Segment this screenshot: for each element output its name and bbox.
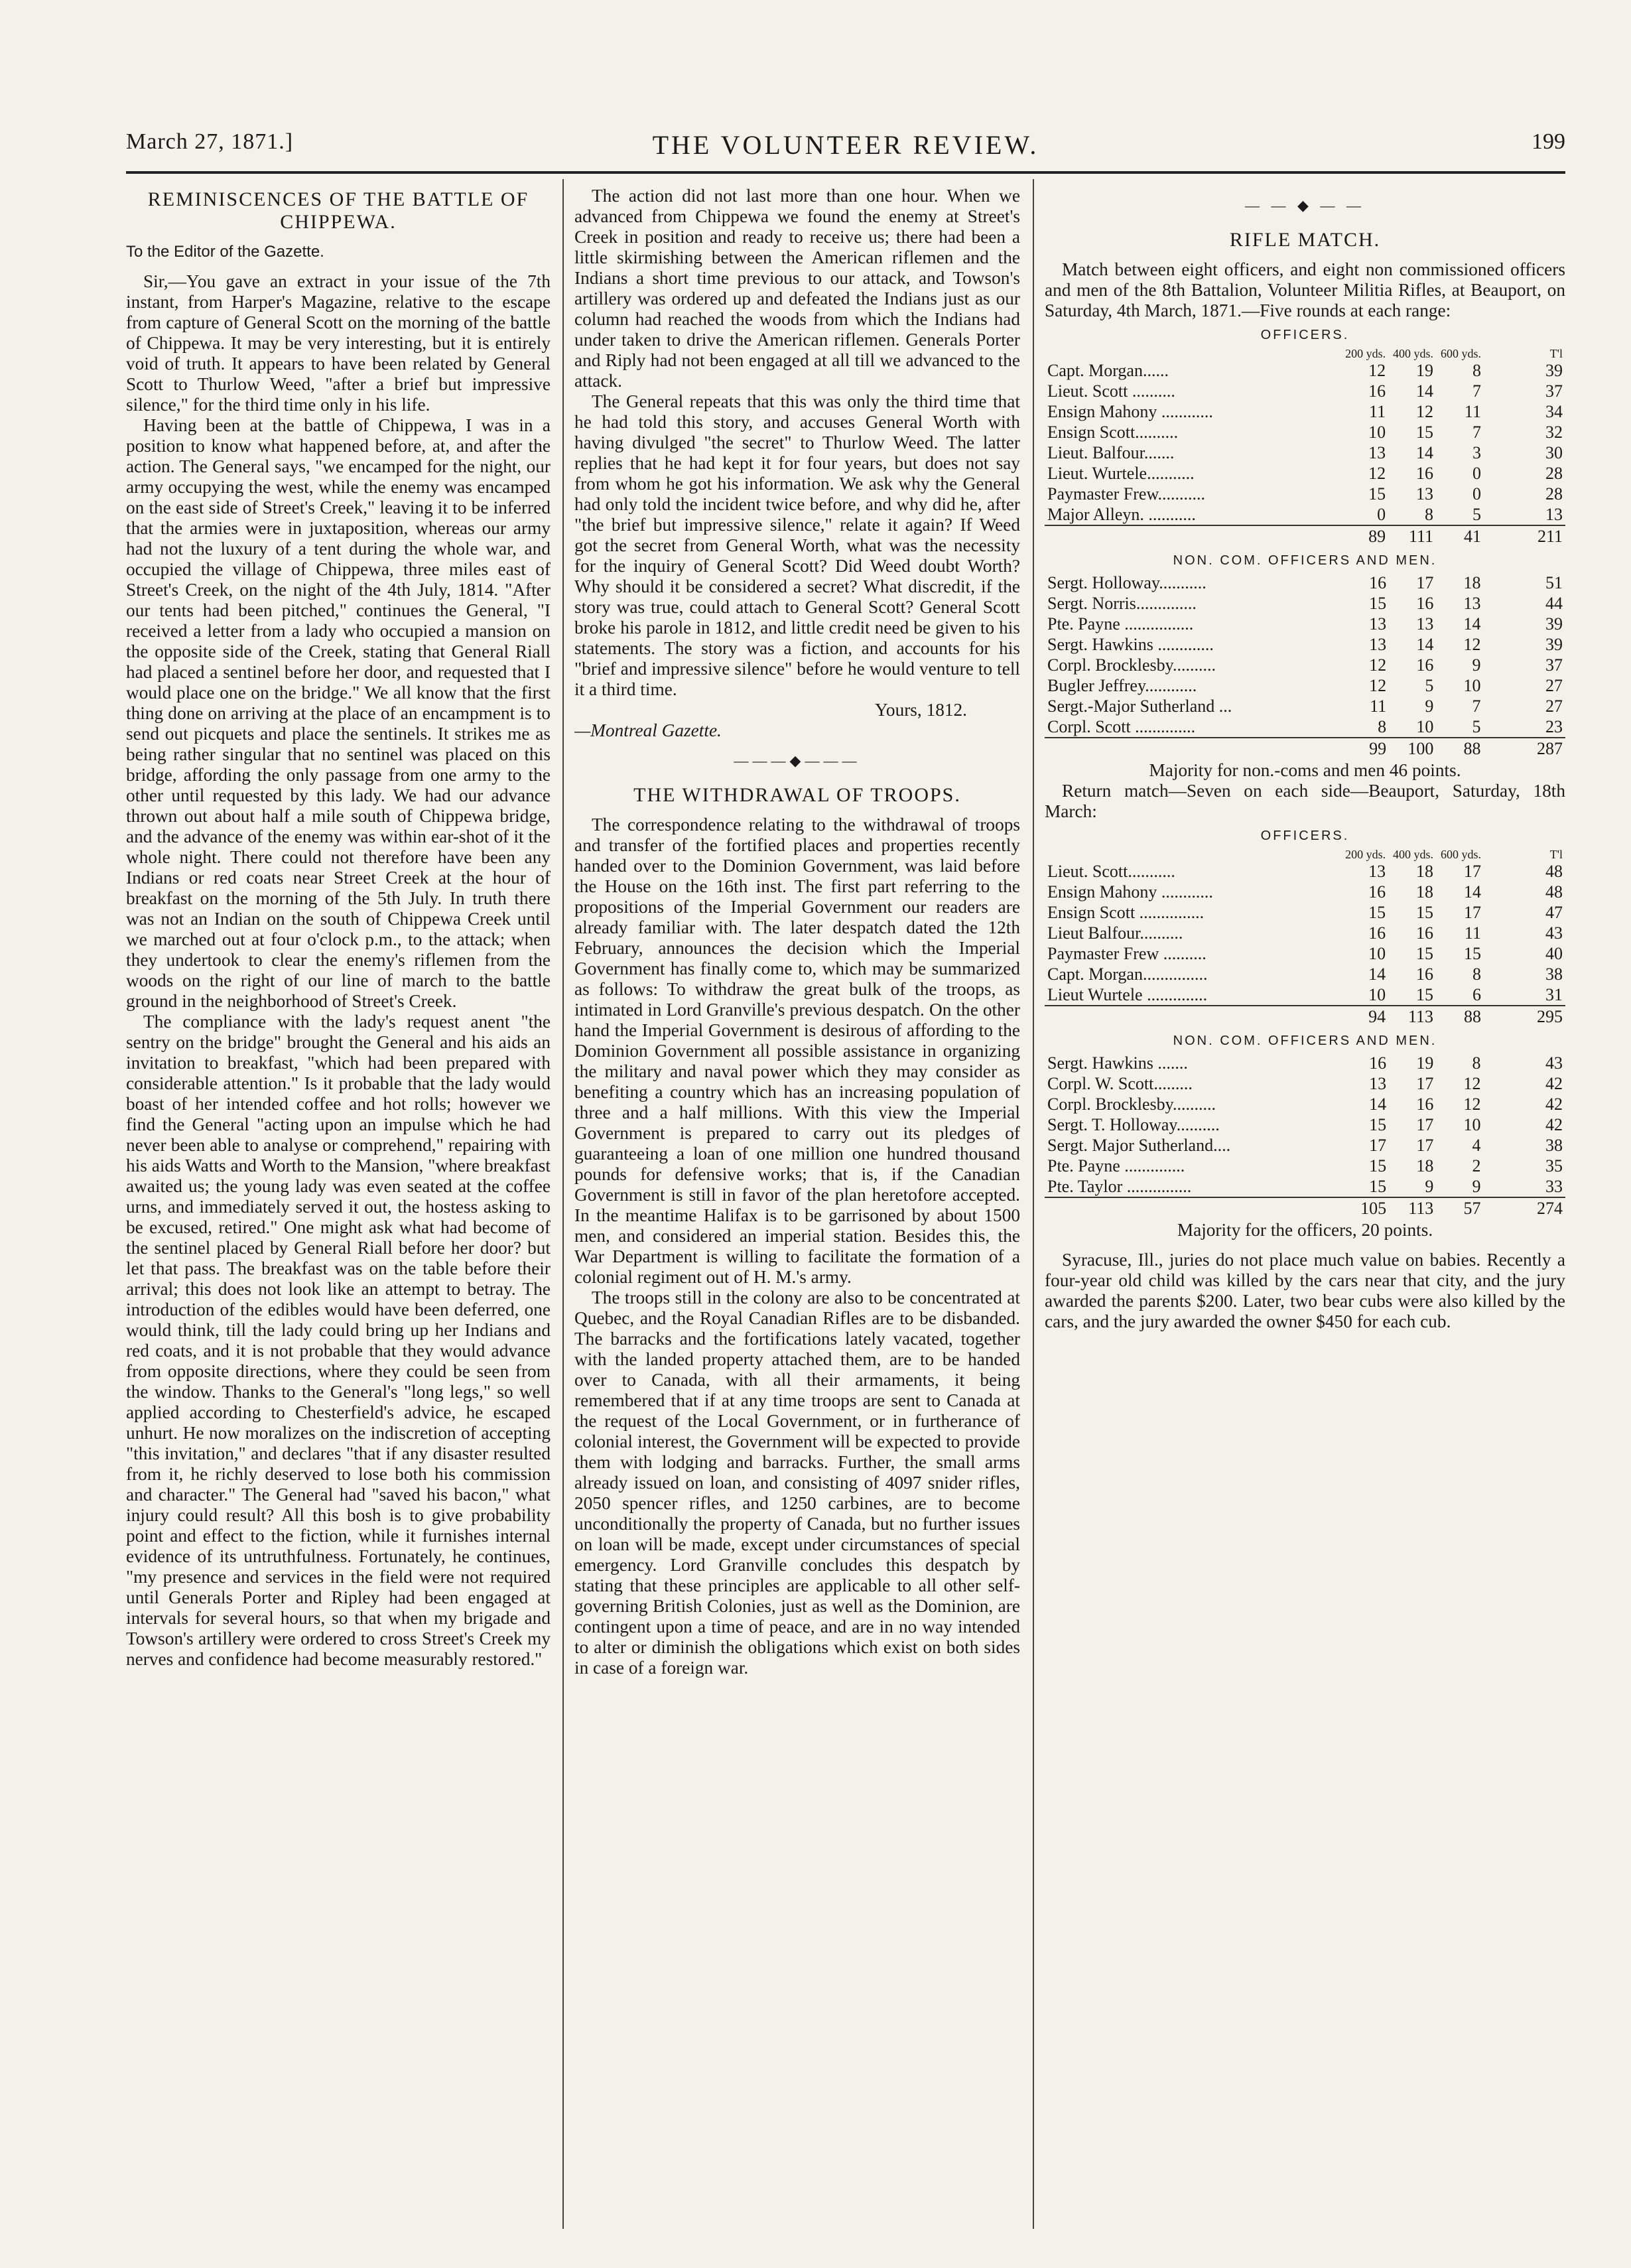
score-total: 32 — [1545, 423, 1563, 442]
score-600: 8 — [1472, 361, 1481, 380]
score-row — [1045, 1094, 1565, 1114]
shooter-name: Lieut Wurtele .............. — [1047, 985, 1208, 1004]
article-paragraph: Sir,—You gave an extract in your issue of the 7th instant, from Harper's Magazine, relative to the escape from capture of General Scott on the morning of the battle of Chippewa. It may be very interesting, but it is entirely void of truth. It appears to have been related by General Scott to Thurlow Weed, "after a brief but impressive silence," for the third time only in his life. — [126, 271, 551, 415]
match1-men-head: NON. COM. OFFICERS AND MEN. — [1173, 553, 1437, 568]
score-row — [1045, 964, 1565, 984]
shooter-name: Sergt. Major Sutherland.... — [1047, 1136, 1231, 1155]
score-row — [1045, 463, 1565, 484]
score-total: 27 — [1545, 676, 1563, 695]
score-200: 10 — [1368, 944, 1386, 963]
score-row — [1045, 923, 1565, 943]
shooter-name: Pte. Payne .............. — [1047, 1156, 1185, 1175]
shooter-name: Ensign Scott.......... — [1047, 423, 1179, 442]
score-600: 18 — [1463, 573, 1481, 592]
score-row — [1045, 1053, 1565, 1073]
score-200: 13 — [1369, 614, 1387, 634]
yards-label: 400 yds. — [1393, 347, 1434, 360]
score-400: 15 — [1416, 423, 1434, 442]
score-total: 47 — [1545, 903, 1563, 922]
score-row — [1045, 1135, 1565, 1156]
score-total: 38 — [1545, 965, 1563, 984]
score-600: 14 — [1463, 614, 1481, 634]
article-title-withdrawal: THE WITHDRAWAL OF TROOPS. — [633, 784, 961, 806]
score-600: 14 — [1463, 882, 1481, 901]
match1-officers-head: OFFICERS. — [1260, 328, 1350, 342]
shooter-name: Pte. Payne ................ — [1047, 614, 1194, 634]
score-row — [1045, 401, 1565, 422]
score-400: 16 — [1416, 594, 1434, 613]
match1-officers-table — [1045, 347, 1565, 547]
score-total: 44 — [1545, 594, 1563, 613]
score-400: 14 — [1416, 381, 1434, 401]
page-number: 199 — [1532, 129, 1565, 154]
score-400: 14 — [1416, 443, 1434, 462]
score-400: 15 — [1416, 985, 1434, 1004]
score-total: 31 — [1545, 985, 1563, 1004]
totals-row — [1045, 1006, 1565, 1027]
score-200: 13 — [1368, 862, 1386, 881]
score-600: 9 — [1472, 655, 1481, 675]
score-row — [1045, 1073, 1565, 1094]
score-200: 12 — [1369, 676, 1387, 695]
totals-row — [1045, 525, 1565, 547]
total-value: 113 — [1389, 1197, 1436, 1219]
score-total: 42 — [1545, 1095, 1563, 1114]
shooter-name: Lieut. Scott........... — [1047, 862, 1175, 881]
shooter-name: Lieut. Scott .......... — [1047, 381, 1175, 401]
shooter-name: Corpl. Brocklesby.......... — [1047, 655, 1216, 675]
score-200: 15 — [1369, 1156, 1387, 1175]
separator-ornament: — — ◆ — — — [1245, 197, 1365, 214]
article-paragraph: The action did not last more than one hour. When we advanced from Chippewa we found the enemy at Street's Creek in position and ready to receive us; there had been a little skirmishing between the American riflemen and the Indians a short time previous to our attack, and Towson's artillery was ordered up and defeated the Indians just as our column had reached the woods from which the Indians had under taken to drive the American riflemen. Generals Porter and Riply had not been engaged at all till we advanced to the attack. — [574, 186, 1020, 391]
masthead-title: THE VOLUNTEER REVIEW. — [652, 130, 1039, 160]
article-paragraph: The compliance with the lady's request anent "the sentry on the bridge" brought the General and his aids an invitation to breakfast, "which had been prepared with considerable attention." Is it probable that the lady would boast of her intended coffee and hot rolls; however we find the General "acting upon an impulse which he had never been able to analyse or comprehend," repairing with his aids Watts and Worth to the Mansion, "where breakfast awaited us; the young lady was even seated at the coffee urns, and immediately served it out, the hostess asking to be excused, retired." One might ask what had become of the sentinel placed by General Riall before her door? but let that pass. The breakfast was on the table before their arrival; this does not look like an attempt to betray. The introduction of the edibles would have been deferred, one would think, till the lady could bring up her Indians and red coats, and it is not probable that they would advance from opposite directions, where they could be seen from the window. Thanks to the General's "long legs," so well applied according to Chesterfield's advice, he escaped unhurt. He now moralizes on the indiscretion of accepting "this invitation," and declares "that if any disaster resulted from it, he richly deserved to lose both his commission and character." The General had "saved his bacon," what injury could result? All this bosh is to give probability point and effect to the fiction, while it furnishes internal evidence of its untruthfulness. Fortunately, he continues, "my presence and services in the field were not required until Generals Porter and Ripley had been engaged at intervals for several hours, so that when my brigade and Towson's artillery were ordered to cross Street's Creek my nerves and confidence had become measurably restored." — [126, 1012, 551, 1669]
score-600: 8 — [1472, 965, 1481, 984]
score-total: 42 — [1545, 1115, 1563, 1134]
total-value: 88 — [1436, 1006, 1484, 1027]
shooter-name: Corpl. Scott .............. — [1047, 717, 1196, 736]
match2-officers-head: OFFICERS. — [1260, 829, 1350, 843]
shooter-name: Lieut. Balfour....... — [1047, 443, 1175, 462]
yards-label: 400 yds. — [1393, 848, 1434, 861]
shooter-name: Lieut Balfour.......... — [1047, 923, 1183, 943]
match1-men-table — [1045, 572, 1565, 759]
score-200: 16 — [1369, 1053, 1387, 1073]
score-600: 4 — [1472, 1136, 1481, 1155]
score-total: 51 — [1545, 573, 1563, 592]
total-value: 57 — [1436, 1197, 1483, 1219]
score-400: 9 — [1425, 1177, 1434, 1196]
score-row — [1045, 861, 1565, 882]
score-row — [1045, 360, 1565, 381]
score-row — [1045, 943, 1565, 964]
score-400: 12 — [1416, 402, 1434, 421]
score-400: 19 — [1416, 1053, 1434, 1073]
score-200: 13 — [1369, 1074, 1387, 1093]
score-400: 17 — [1416, 1115, 1434, 1134]
column-3 — [1045, 186, 1565, 2229]
score-200: 15 — [1369, 1177, 1387, 1196]
article-address: To the Editor of the Gazette. — [126, 243, 324, 261]
shooter-name: Paymaster Frew .......... — [1047, 944, 1207, 963]
total-value: 295 — [1484, 1006, 1565, 1027]
score-400: 17 — [1416, 1136, 1434, 1155]
score-row — [1045, 572, 1565, 593]
score-total: 33 — [1545, 1177, 1563, 1196]
article-paragraph: Having been at the battle of Chippewa, I was in a position to know what happened before, at, and after the action. The General says, "we encamped for the night, our army occupying the west, while the enemy was encamped on the east side of Street's Creek," leaving it to be inferred that the armies were in juxtaposition, whereas our army had not the luxury of a tent during the whole war, and occupied the village of Chippewa, three miles east of Street's Creek, on the night of the 4th July, 1814. "After our tents had been pitched," continues the General, "I received a letter from a lady who occupied a mansion on the opposite side of the Creek, stating that General Riall had placed a sentinel before her door, and requested that I would place one on the bridge." We all know that the first thing done on arriving at the place of an encampment is to send out picquets and place the sentinels. It strikes me as being rather singular that no sentinel was placed on this bridge, affording the only passage from one army to the other until requested by this lady. We had our advance thrown out about half a mile south of Chippewa bridge, and the advance of the enemy was within ear-shot of it the whole night. There could not therefore have been any Indians or red coats near Street Creek at the hour of breakfast on the morning of the 5th July. In truth there was not an Indian on the south of Chippewa Creek until we marched out at four o'clock p.m., to the attack; when they undertook to clear the enemy's riflemen from the woods on the right of our line of march to the battle ground in the neighborhood of Street's Creek. — [126, 415, 551, 1011]
shooter-name: Sergt. T. Holloway.......... — [1047, 1115, 1220, 1134]
score-600: 5 — [1472, 505, 1481, 524]
score-total: 13 — [1545, 505, 1563, 524]
score-600: 7 — [1472, 423, 1481, 442]
shooter-name: Major Alleyn. ........... — [1047, 505, 1196, 524]
score-total: 38 — [1545, 1136, 1563, 1155]
score-400: 10 — [1416, 717, 1434, 736]
article-paragraph: The General repeats that this was only the third time that he had told this story, and accuses General Worth with having divulged "the secret" to Thurlow Weed. The latter replies that he had kept it for four years, but does not say from whom he got his information. We ask why the General had only told the incident twice before, and why did he, after "the brief but impressive silence," relate it again? If Weed got the secret from General Worth, what was the necessity for the inquiry of General Scott? Did Weed doubt Worth? Why should it be considered a secret? What discredit, if the story was true, could attach to General Scott? General Scott broke his parole in 1812, and little credit need be given to his statements. The story was a fiction, and accounts for his "brief and impressive silence" before he would venture to tell it a third time. — [574, 391, 1020, 699]
article-title-chippewa: REMINISCENCES OF THE BATTLE OF CHIPPEWA. — [147, 188, 529, 233]
shooter-name: Ensign Mahony ............ — [1047, 882, 1213, 901]
score-total: 37 — [1545, 655, 1563, 675]
score-total: 23 — [1545, 717, 1563, 736]
total-value: 100 — [1389, 738, 1436, 759]
score-total: 28 — [1545, 484, 1563, 503]
score-400: 16 — [1416, 464, 1434, 483]
shooter-name: Capt. Morgan...... — [1047, 361, 1169, 380]
yards-label: 200 yds. — [1345, 347, 1386, 360]
score-600: 10 — [1463, 676, 1481, 695]
score-400: 18 — [1416, 862, 1434, 881]
score-200: 14 — [1368, 965, 1386, 984]
score-200: 13 — [1369, 635, 1387, 654]
score-row — [1045, 484, 1565, 504]
total-value: 211 — [1484, 525, 1565, 547]
score-400: 13 — [1416, 484, 1434, 503]
column-rule-2 — [1033, 179, 1034, 2229]
score-600: 6 — [1472, 985, 1481, 1004]
yards-header-row — [1045, 347, 1565, 360]
total-value: 274 — [1483, 1197, 1565, 1219]
score-200: 10 — [1368, 423, 1386, 442]
score-total: 43 — [1545, 923, 1563, 943]
score-400: 16 — [1416, 923, 1434, 943]
score-200: 10 — [1368, 985, 1386, 1004]
score-200: 13 — [1368, 443, 1386, 462]
yards-label: 600 yds. — [1440, 347, 1481, 360]
score-600: 0 — [1472, 484, 1481, 503]
total-value: 89 — [1340, 525, 1388, 547]
score-row — [1045, 655, 1565, 675]
yards-label: T'l — [1549, 347, 1563, 360]
score-600: 2 — [1472, 1156, 1481, 1175]
score-200: 12 — [1368, 361, 1386, 380]
shooter-name: Corpl. Brocklesby.......... — [1047, 1095, 1216, 1114]
match2-men-head: NON. COM. OFFICERS AND MEN. — [1173, 1034, 1437, 1048]
score-400: 14 — [1416, 635, 1434, 654]
score-400: 16 — [1416, 965, 1434, 984]
score-total: 39 — [1545, 361, 1563, 380]
totals-row — [1045, 1197, 1565, 1219]
yards-label: 200 yds. — [1345, 848, 1386, 861]
score-600: 9 — [1472, 1177, 1481, 1196]
score-total: 48 — [1545, 882, 1563, 901]
score-400: 18 — [1416, 1156, 1434, 1175]
score-row — [1045, 422, 1565, 442]
return-intro: Return match—Seven on each side—Beauport, Saturday, 18th March: — [1045, 781, 1565, 821]
shooter-name: Lieut. Wurtele........... — [1047, 464, 1195, 483]
score-600: 5 — [1472, 717, 1481, 736]
score-row — [1045, 984, 1565, 1006]
article-title-rifle-match: RIFLE MATCH. — [1229, 229, 1381, 251]
score-400: 15 — [1416, 903, 1434, 922]
score-row — [1045, 882, 1565, 902]
score-row — [1045, 1114, 1565, 1135]
total-value: 88 — [1436, 738, 1483, 759]
score-400: 17 — [1416, 1074, 1434, 1093]
score-total: 34 — [1545, 402, 1563, 421]
shooter-name: Bugler Jeffrey............ — [1047, 676, 1197, 695]
score-total: 48 — [1545, 862, 1563, 881]
score-200: 15 — [1369, 594, 1387, 613]
score-row — [1045, 634, 1565, 655]
score-total: 39 — [1545, 635, 1563, 654]
total-value: 105 — [1342, 1197, 1389, 1219]
score-200: 12 — [1368, 464, 1386, 483]
score-200: 12 — [1369, 655, 1387, 675]
score-total: 37 — [1545, 381, 1563, 401]
total-value: 111 — [1388, 525, 1436, 547]
article-paragraph: The troops still in the colony are also to be concentrated at Quebec, and the Royal Canadian Rifles are to be disbanded. The barracks and the fortifications lately vacated, together with the landed property attached them, are to be handed over to Canada, with all their armaments, it being remembered that if at any time troops are sent to Canada at the request of the Local Government, or in furtherance of colonial interest, the Government will be expected to provide them with lodging and barracks. Further, the small arms already issued on loan, and consisting of 4097 snider rifles, 2050 spencer rifles, and 1250 carbines, are to become unconditionally the property of Canada, but no further issues on loan will be made, except under circumstances of special emergency. Lord Granville concludes this despatch by stating that these principles are applicable to all other self-governing British Colonies, just as well as the Dominion, are contingent upon a time of peace, and are in no way intended to alter or diminish the obligations which exist on both sides in case of a foreign war. — [574, 1288, 1020, 1678]
shooter-name: Capt. Morgan............... — [1047, 965, 1208, 984]
yards-label: T'l — [1549, 848, 1563, 861]
total-value: 99 — [1342, 738, 1389, 759]
score-row — [1045, 381, 1565, 401]
shooter-name: Sergt. Hawkins ....... — [1047, 1053, 1188, 1073]
score-total: 30 — [1545, 443, 1563, 462]
score-200: 15 — [1369, 1115, 1387, 1134]
separator-ornament: ———◆——— — [734, 752, 861, 769]
shooter-name: Sergt. Hawkins ............. — [1047, 635, 1214, 654]
score-200: 15 — [1368, 484, 1386, 503]
shooter-name: Pte. Taylor ............... — [1047, 1177, 1192, 1196]
score-400: 9 — [1425, 697, 1434, 716]
score-600: 3 — [1472, 443, 1481, 462]
score-row — [1045, 675, 1565, 696]
score-600: 12 — [1463, 635, 1481, 654]
total-value: 113 — [1388, 1006, 1436, 1027]
shooter-name: Ensign Scott ............... — [1047, 903, 1205, 922]
shooter-name: Sergt. Norris.............. — [1047, 594, 1197, 613]
score-400: 15 — [1416, 944, 1434, 963]
score-600: 13 — [1463, 594, 1481, 613]
score-200: 8 — [1378, 717, 1387, 736]
score-200: 15 — [1368, 903, 1386, 922]
score-400: 18 — [1416, 882, 1434, 901]
score-200: 0 — [1377, 505, 1386, 524]
score-400: 8 — [1425, 505, 1434, 524]
score-600: 12 — [1463, 1095, 1481, 1114]
column-rule-1 — [562, 179, 564, 2229]
match2-result: Majority for the officers, 20 points. — [1177, 1220, 1433, 1240]
score-600: 11 — [1464, 402, 1481, 421]
match2-men-table — [1045, 1053, 1565, 1219]
closing-note: Syracuse, Ill., juries do not place much value on babies. Recently a four-year old child was killed by the cars near that city, and the jury awarded the parents $200. Later, two bear cubs were also killed by the cars, and the jury awarded the owner $450 for each cub. — [1045, 1250, 1565, 1331]
score-600: 11 — [1464, 923, 1481, 943]
score-total: 35 — [1545, 1156, 1563, 1175]
totals-row — [1045, 738, 1565, 759]
shooter-name: Sergt.-Major Sutherland ... — [1047, 697, 1232, 716]
score-400: 5 — [1425, 676, 1434, 695]
score-row — [1045, 716, 1565, 738]
score-400: 16 — [1416, 655, 1434, 675]
shooter-name: Corpl. W. Scott......... — [1047, 1074, 1193, 1093]
total-value: 94 — [1340, 1006, 1388, 1027]
article-signature: Yours, 1812. — [874, 700, 967, 720]
match-intro: Match between eight officers, and eight non commissioned officers and men of the 8th Battalion, Volunteer Militia Rifles, at Beauport, on Saturday, 4th March, 1871.—Five rounds at each range: — [1045, 259, 1565, 320]
issue-date: March 27, 1871.] — [126, 129, 294, 154]
score-row — [1045, 902, 1565, 923]
total-value: 41 — [1436, 525, 1484, 547]
match1-result: Majority for non.-coms and men 46 points. — [1149, 760, 1461, 780]
score-200: 16 — [1369, 573, 1387, 592]
score-total: 27 — [1545, 697, 1563, 716]
column-1 — [126, 186, 551, 2229]
score-200: 16 — [1368, 923, 1386, 943]
score-600: 10 — [1463, 1115, 1481, 1134]
score-row — [1045, 1156, 1565, 1176]
score-600: 12 — [1463, 1074, 1481, 1093]
score-200: 11 — [1369, 402, 1386, 421]
score-200: 17 — [1369, 1136, 1387, 1155]
score-200: 11 — [1370, 697, 1387, 716]
match2-officers-table — [1045, 848, 1565, 1027]
score-600: 17 — [1463, 862, 1481, 881]
score-row — [1045, 696, 1565, 716]
score-400: 17 — [1416, 573, 1434, 592]
score-total: 40 — [1545, 944, 1563, 963]
score-row — [1045, 442, 1565, 463]
score-600: 7 — [1472, 381, 1481, 401]
article-source: —Montreal Gazette. — [574, 720, 722, 740]
score-600: 8 — [1472, 1053, 1481, 1073]
score-row — [1045, 614, 1565, 634]
score-600: 17 — [1463, 903, 1481, 922]
score-600: 0 — [1472, 464, 1481, 483]
page-header — [126, 129, 1565, 169]
column-2 — [574, 186, 1020, 2229]
score-400: 16 — [1416, 1095, 1434, 1114]
yards-label: 600 yds. — [1440, 848, 1481, 861]
score-total: 42 — [1545, 1074, 1563, 1093]
header-rule — [126, 171, 1565, 174]
score-total: 39 — [1545, 614, 1563, 634]
score-row — [1045, 1176, 1565, 1197]
shooter-name: Sergt. Holloway........... — [1047, 573, 1207, 592]
shooter-name: Ensign Mahony ............ — [1047, 402, 1213, 421]
score-400: 13 — [1416, 614, 1434, 634]
score-total: 43 — [1545, 1053, 1563, 1073]
total-value: 287 — [1483, 738, 1565, 759]
score-200: 16 — [1368, 381, 1386, 401]
score-600: 7 — [1472, 697, 1481, 716]
shooter-name: Paymaster Frew........... — [1047, 484, 1206, 503]
score-row — [1045, 504, 1565, 525]
article-paragraph: The correspondence relating to the withdrawal of troops and transfer of the fortified places and properties recently handed over to the Dominion Government, was laid before the House on the 16th inst. The first part referring to the propositions of the Imperial Government our readers are already familiar with. The later despatch dated the 12th February, announces the decision which the Imperial Government has finally come to, which may be summarized as follows: To withdraw the great bulk of the troops, as intimated in Lord Granville's previous despatch. On the other hand the Imperial Government is desirous of affording to the Dominion Government all possible assistance in organizing the military and naval power which they may consider as benefiting a country which has an increasing population of three and a half millions. With this view the Imperial Government is prepared to carry out its pledges of guaranteeing a loan of one million one hundred thousand pounds for defensive works; that is, if the Canadian Government is still in favor of the plan heretofore accepted. In the meantime Halifax is to be garrisoned by about 1500 men, and considered an imperial station. Besides this, the War Department is willing to facilitate the formation of a colonial regiment out of H. M.'s army. — [574, 815, 1020, 1287]
score-total: 28 — [1545, 464, 1563, 483]
score-600: 15 — [1463, 944, 1481, 963]
score-400: 19 — [1416, 361, 1434, 380]
yards-header-row — [1045, 848, 1565, 861]
score-row — [1045, 593, 1565, 614]
score-200: 14 — [1369, 1095, 1387, 1114]
score-200: 16 — [1368, 882, 1386, 901]
